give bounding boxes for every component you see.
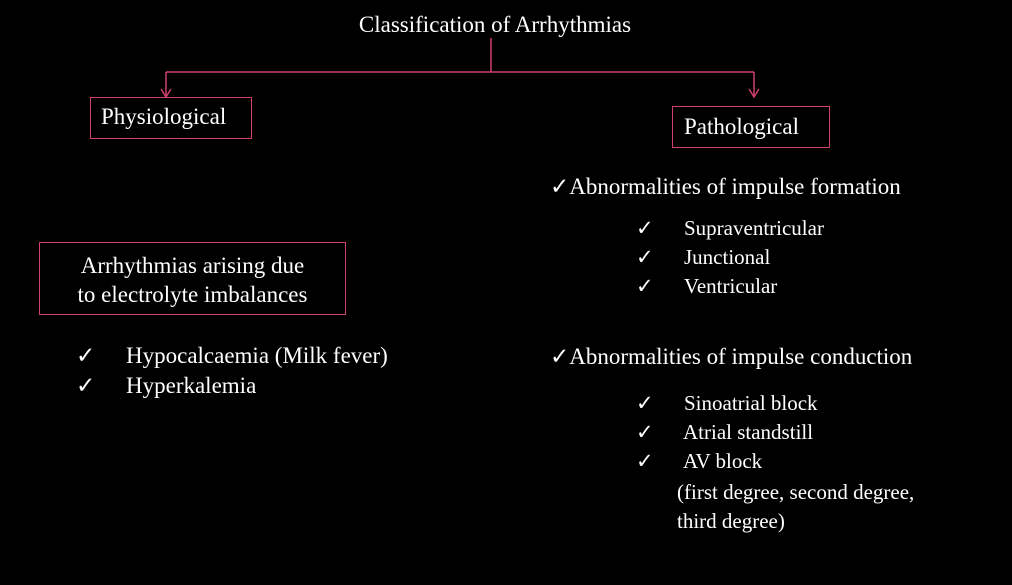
list-item-label: Atrial standstill bbox=[683, 420, 814, 444]
check-icon: ✓ bbox=[76, 343, 96, 368]
impulse-conduction-heading bbox=[550, 344, 912, 370]
check-icon: ✓ bbox=[636, 274, 654, 298]
diagram-title: Classification of Arrhythmias bbox=[358, 12, 632, 37]
electrolyte-imbalance-box bbox=[39, 242, 346, 315]
check-icon: ✓ bbox=[636, 216, 654, 240]
pathological-label: Pathological bbox=[684, 114, 799, 139]
impulse-formation-heading bbox=[550, 174, 901, 200]
physiological-list bbox=[76, 343, 436, 413]
electrolyte-box-line-2: to electrolyte imbalances bbox=[77, 282, 308, 307]
av-block-degree-note bbox=[677, 478, 914, 536]
impulse-formation-heading-text: Abnormalities of impulse formation bbox=[569, 174, 901, 199]
list-item-label: Supraventricular bbox=[684, 216, 824, 240]
check-icon: ✓ bbox=[76, 373, 96, 398]
pathological-box bbox=[672, 106, 830, 148]
list-item-label: Junctional bbox=[684, 245, 771, 269]
list-item-label: Hyperkalemia bbox=[126, 373, 257, 398]
list-item-label: Hypocalcaemia (Milk fever) bbox=[126, 343, 388, 368]
check-icon: ✓ bbox=[636, 391, 654, 415]
impulse-conduction-heading-text: Abnormalities of impulse conduction bbox=[569, 344, 913, 369]
check-icon: ✓ bbox=[636, 245, 654, 269]
check-icon: ✓ bbox=[636, 449, 654, 473]
check-icon: ✓ bbox=[636, 420, 654, 444]
av-block-note-line-1: (first degree, second degree, bbox=[677, 480, 915, 504]
physiological-label: Physiological bbox=[101, 104, 227, 129]
check-icon: ✓ bbox=[550, 344, 570, 369]
physiological-box bbox=[90, 97, 252, 139]
impulse-formation-list bbox=[636, 216, 876, 306]
electrolyte-box-line-1: Arrhythmias arising due bbox=[80, 253, 305, 278]
list-item-label: Sinoatrial block bbox=[684, 391, 818, 415]
list-item-label: AV block bbox=[683, 449, 763, 473]
check-icon: ✓ bbox=[550, 174, 570, 199]
list-item-label: Ventricular bbox=[684, 274, 778, 298]
impulse-conduction-list bbox=[636, 391, 876, 481]
av-block-note-line-2: third degree) bbox=[677, 509, 785, 533]
